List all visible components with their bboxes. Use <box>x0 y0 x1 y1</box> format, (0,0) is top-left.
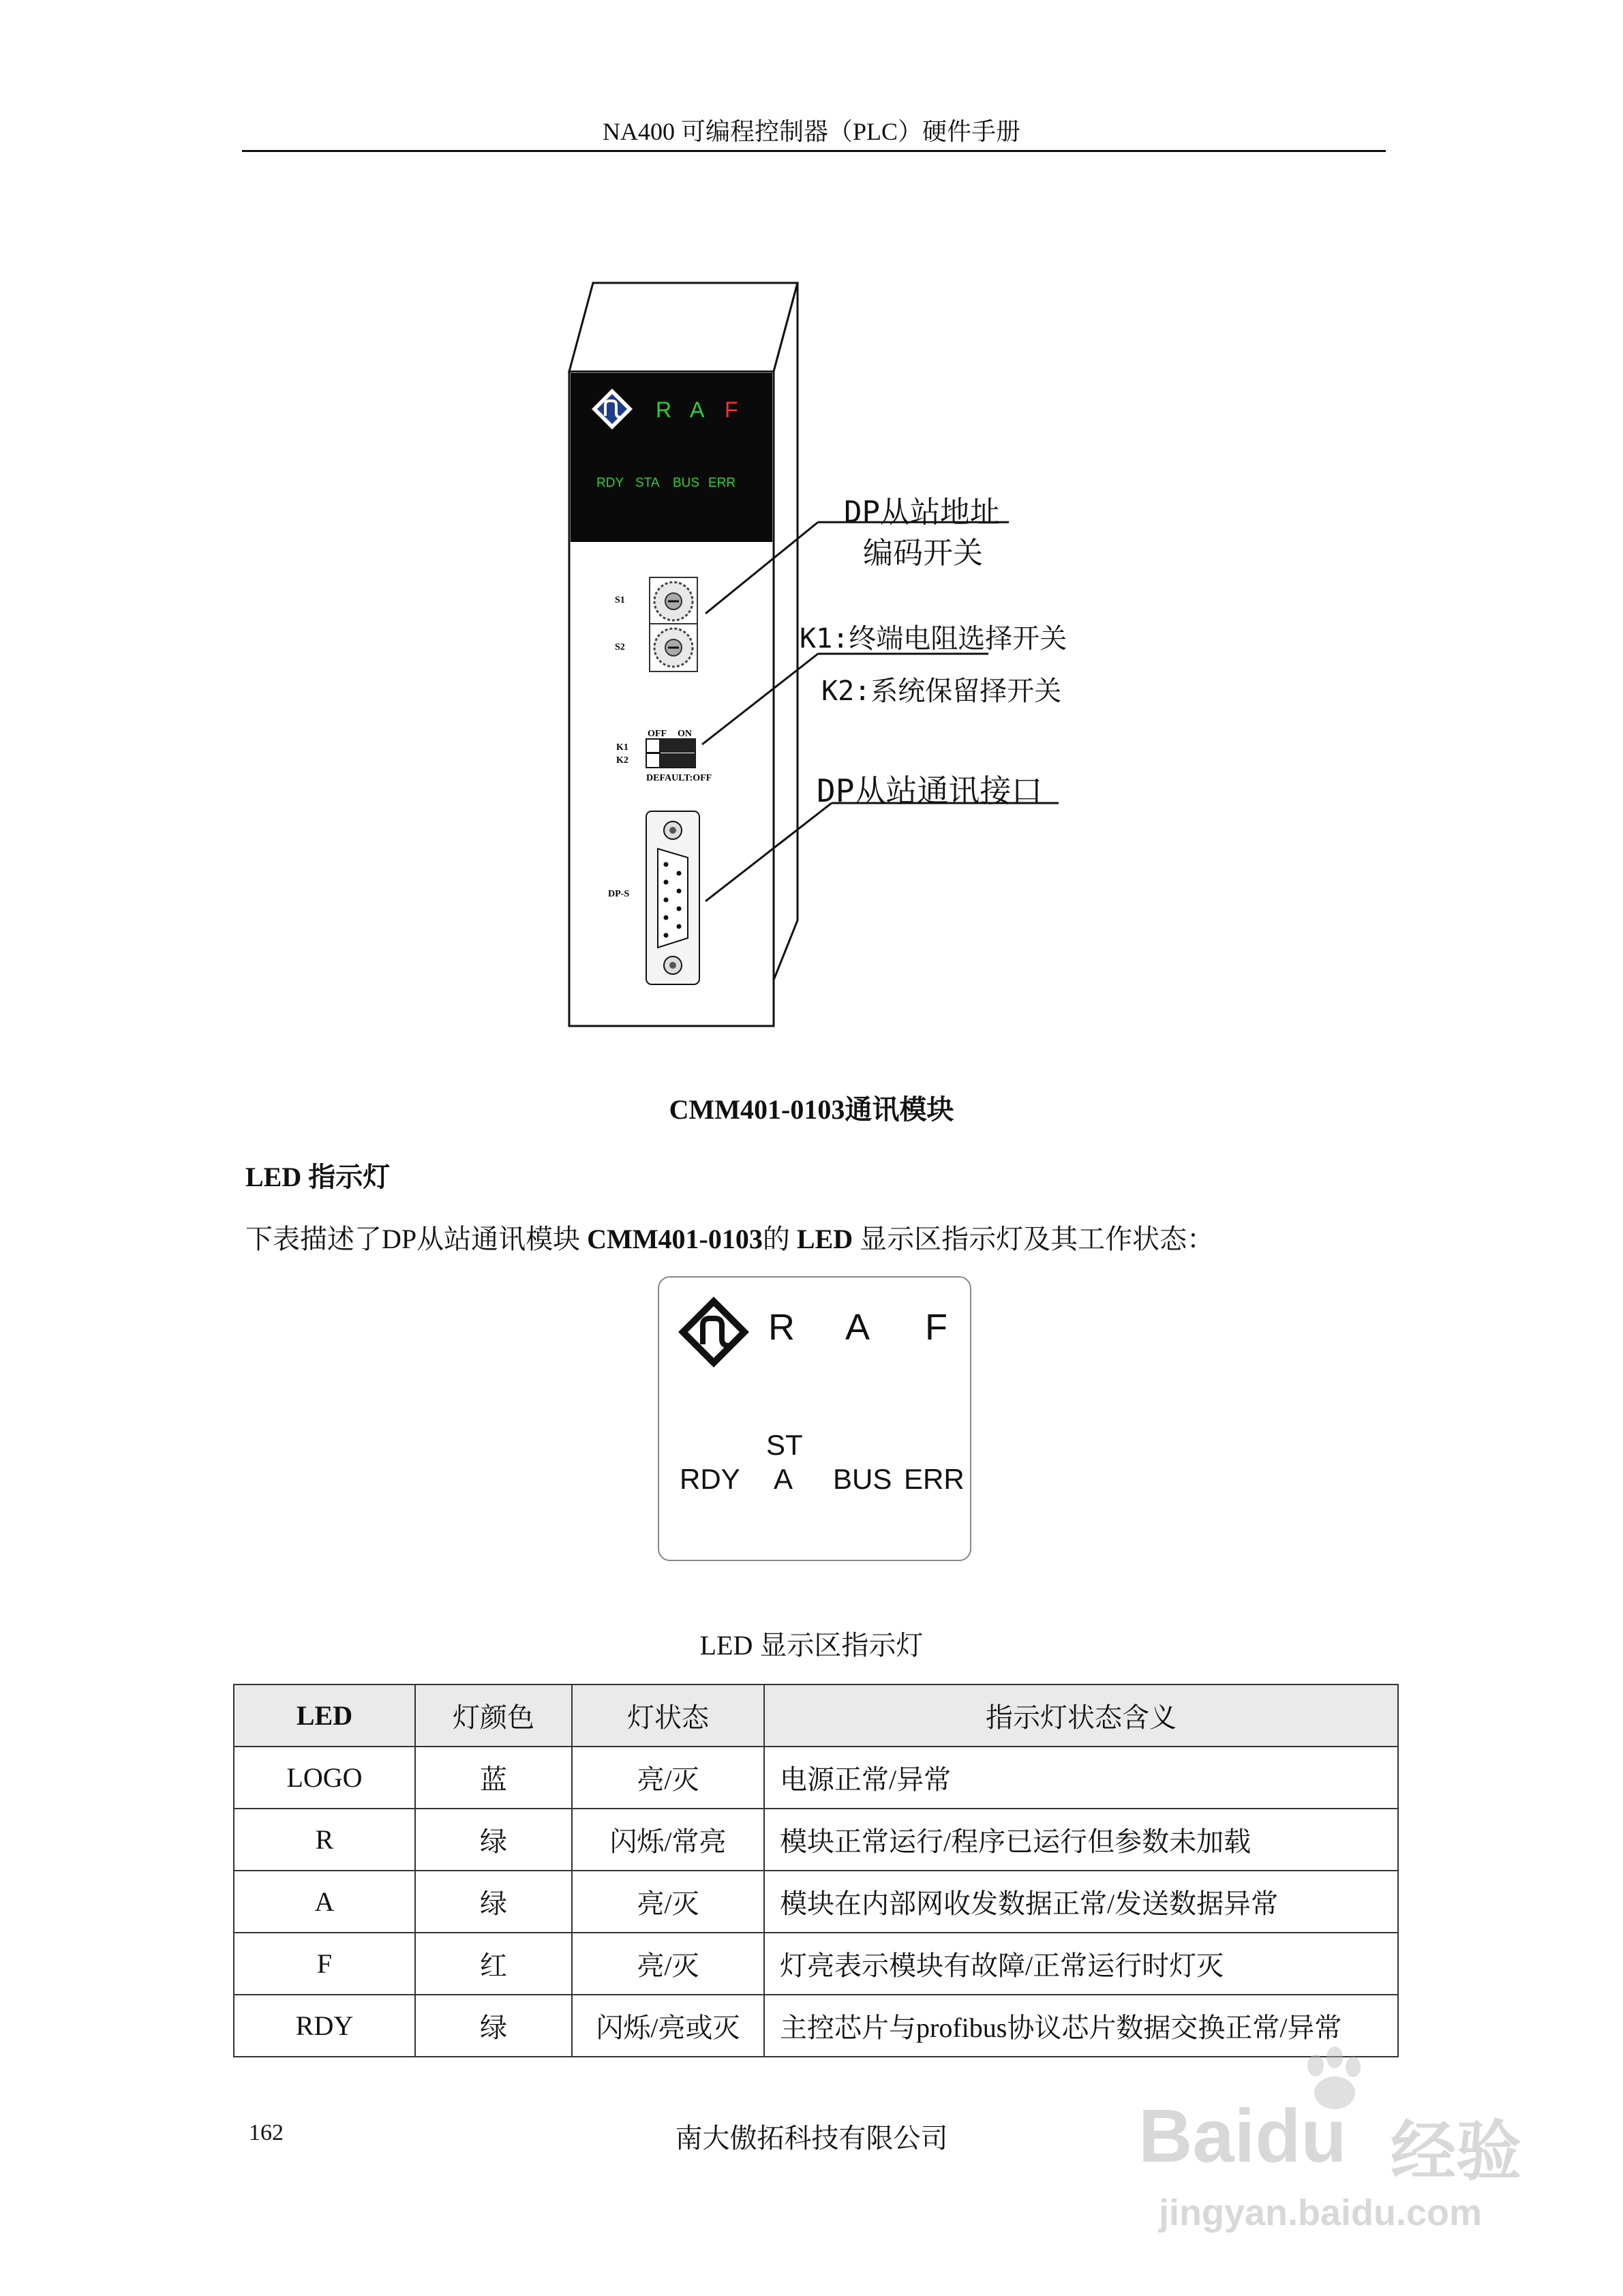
table-row <box>234 1933 1398 1995</box>
dip-off-label: OFF <box>648 729 667 739</box>
cell-color: 绿 <box>415 1809 572 1871</box>
rotary-switch-s2 <box>650 624 697 671</box>
cell-meaning: 灯亮表示模块有故障/正常运行时灯灭 <box>764 1933 1398 1995</box>
cell-color: 蓝 <box>415 1747 572 1809</box>
panel-bus: BUS <box>833 1463 892 1495</box>
col-header-color: 灯颜色 <box>415 1685 572 1747</box>
module-led-rdy: RDY <box>596 476 624 490</box>
cell-led: A <box>234 1871 415 1933</box>
table-header-row <box>234 1685 1398 1747</box>
dip-k2-label: K2 <box>616 755 628 766</box>
header-title: NA400 可编程控制器（PLC）硬件手册 <box>602 118 1021 145</box>
dip-on-label: ON <box>678 729 692 739</box>
para-mid: 的 <box>762 1224 797 1254</box>
cell-state: 亮/灭 <box>572 1871 764 1933</box>
panel-led-a: A <box>845 1307 870 1348</box>
cell-state: 亮/灭 <box>572 1933 764 1995</box>
page-number: 162 <box>249 2120 284 2145</box>
cell-led: F <box>234 1933 415 1995</box>
col-header-led: LED <box>234 1685 415 1747</box>
callout-address-line2: 编码开关 <box>863 537 983 570</box>
col-header-meaning: 指示灯状态含义 <box>764 1685 1398 1747</box>
panel-sta-top: ST <box>766 1429 803 1461</box>
module-led-f: F <box>725 397 738 422</box>
dip-switch <box>646 739 695 768</box>
figure-caption: CMM401-0103通讯模块 <box>669 1094 954 1125</box>
para-model: CMM401-0103 <box>587 1224 763 1254</box>
cell-state: 亮/灭 <box>572 1747 764 1809</box>
module-led-r: R <box>656 397 672 422</box>
watermark-brand <box>1138 2093 1347 2179</box>
cell-color: 绿 <box>415 1995 572 2057</box>
cell-led: R <box>234 1809 415 1871</box>
rotary-switch-s1 <box>650 577 697 625</box>
callout-k2: K2:系统保留择开关 <box>821 676 1062 707</box>
panel-led-r: R <box>768 1307 795 1348</box>
panel-logo-icon <box>673 1291 755 1373</box>
panel-err: ERR <box>904 1463 965 1495</box>
watermark-bai: Bai <box>1138 2094 1256 2178</box>
callout-address-line1: DP从站地址 <box>844 495 1000 530</box>
para-suffix: 显示区指示灯及其工作状态： <box>853 1224 1215 1254</box>
footer-company: 南大傲拓科技有限公司 <box>675 2123 948 2154</box>
col-header-state: 灯状态 <box>572 1685 764 1747</box>
cell-meaning: 主控芯片与profibus协议芯片数据交换正常/异常 <box>764 1995 1398 2057</box>
para-led: LED <box>796 1224 853 1254</box>
switch-s2-label: S2 <box>615 642 625 652</box>
intro-paragraph <box>245 1218 1214 1256</box>
watermark-du: du <box>1255 2094 1347 2178</box>
panel-led-f: F <box>925 1307 947 1348</box>
panel-rdy: RDY <box>680 1463 740 1495</box>
header-rule <box>242 150 1386 152</box>
cell-meaning: 电源正常/异常 <box>764 1747 1398 1809</box>
cell-color: 绿 <box>415 1871 572 1933</box>
cell-meaning: 模块正常运行/程序已运行但参数未加载 <box>764 1809 1398 1871</box>
dip-default-label: DEFAULT:OFF <box>646 773 712 783</box>
cell-led: LOGO <box>234 1747 415 1809</box>
watermark-url: jingyan.baidu.com <box>1159 2192 1483 2233</box>
dip-k1-label: K1 <box>616 742 628 753</box>
baidu-watermark <box>1132 2045 1541 2250</box>
cell-state: 闪烁/常亮 <box>572 1809 764 1871</box>
cell-color: 红 <box>415 1933 572 1995</box>
section-heading: LED 指示灯 <box>245 1162 391 1192</box>
watermark-cn: 经验 <box>1391 2115 1521 2188</box>
module-led-err: ERR <box>708 476 736 490</box>
panel-sta-bottom: A <box>774 1463 793 1495</box>
para-prefix: 下表描述了DP从站通讯模块 <box>245 1224 588 1254</box>
led-table <box>233 1684 1399 2057</box>
housing-top <box>569 283 798 372</box>
table-row <box>234 1871 1398 1933</box>
cell-led: RDY <box>234 1995 415 2057</box>
table-caption: LED 显示区指示灯 <box>699 1630 924 1661</box>
module-led-bus: BUS <box>673 476 700 490</box>
cell-state: 闪烁/亮或灭 <box>572 1995 764 2057</box>
cell-meaning: 模块在内部网收发数据正常/发送数据异常 <box>764 1871 1398 1933</box>
callout-port: DP从站通讯接口 <box>817 772 1043 809</box>
table-row <box>234 1747 1398 1809</box>
port-label: DP-S <box>608 889 630 899</box>
led-panel <box>658 1276 971 1561</box>
switch-s1-label: S1 <box>615 595 625 605</box>
table-row <box>234 1809 1398 1871</box>
module-led-sta: STA <box>635 476 660 490</box>
callout-k1: K1:终端电阻选择开关 <box>800 623 1067 654</box>
db9-connector <box>646 811 699 984</box>
module-led-a: A <box>690 397 705 422</box>
